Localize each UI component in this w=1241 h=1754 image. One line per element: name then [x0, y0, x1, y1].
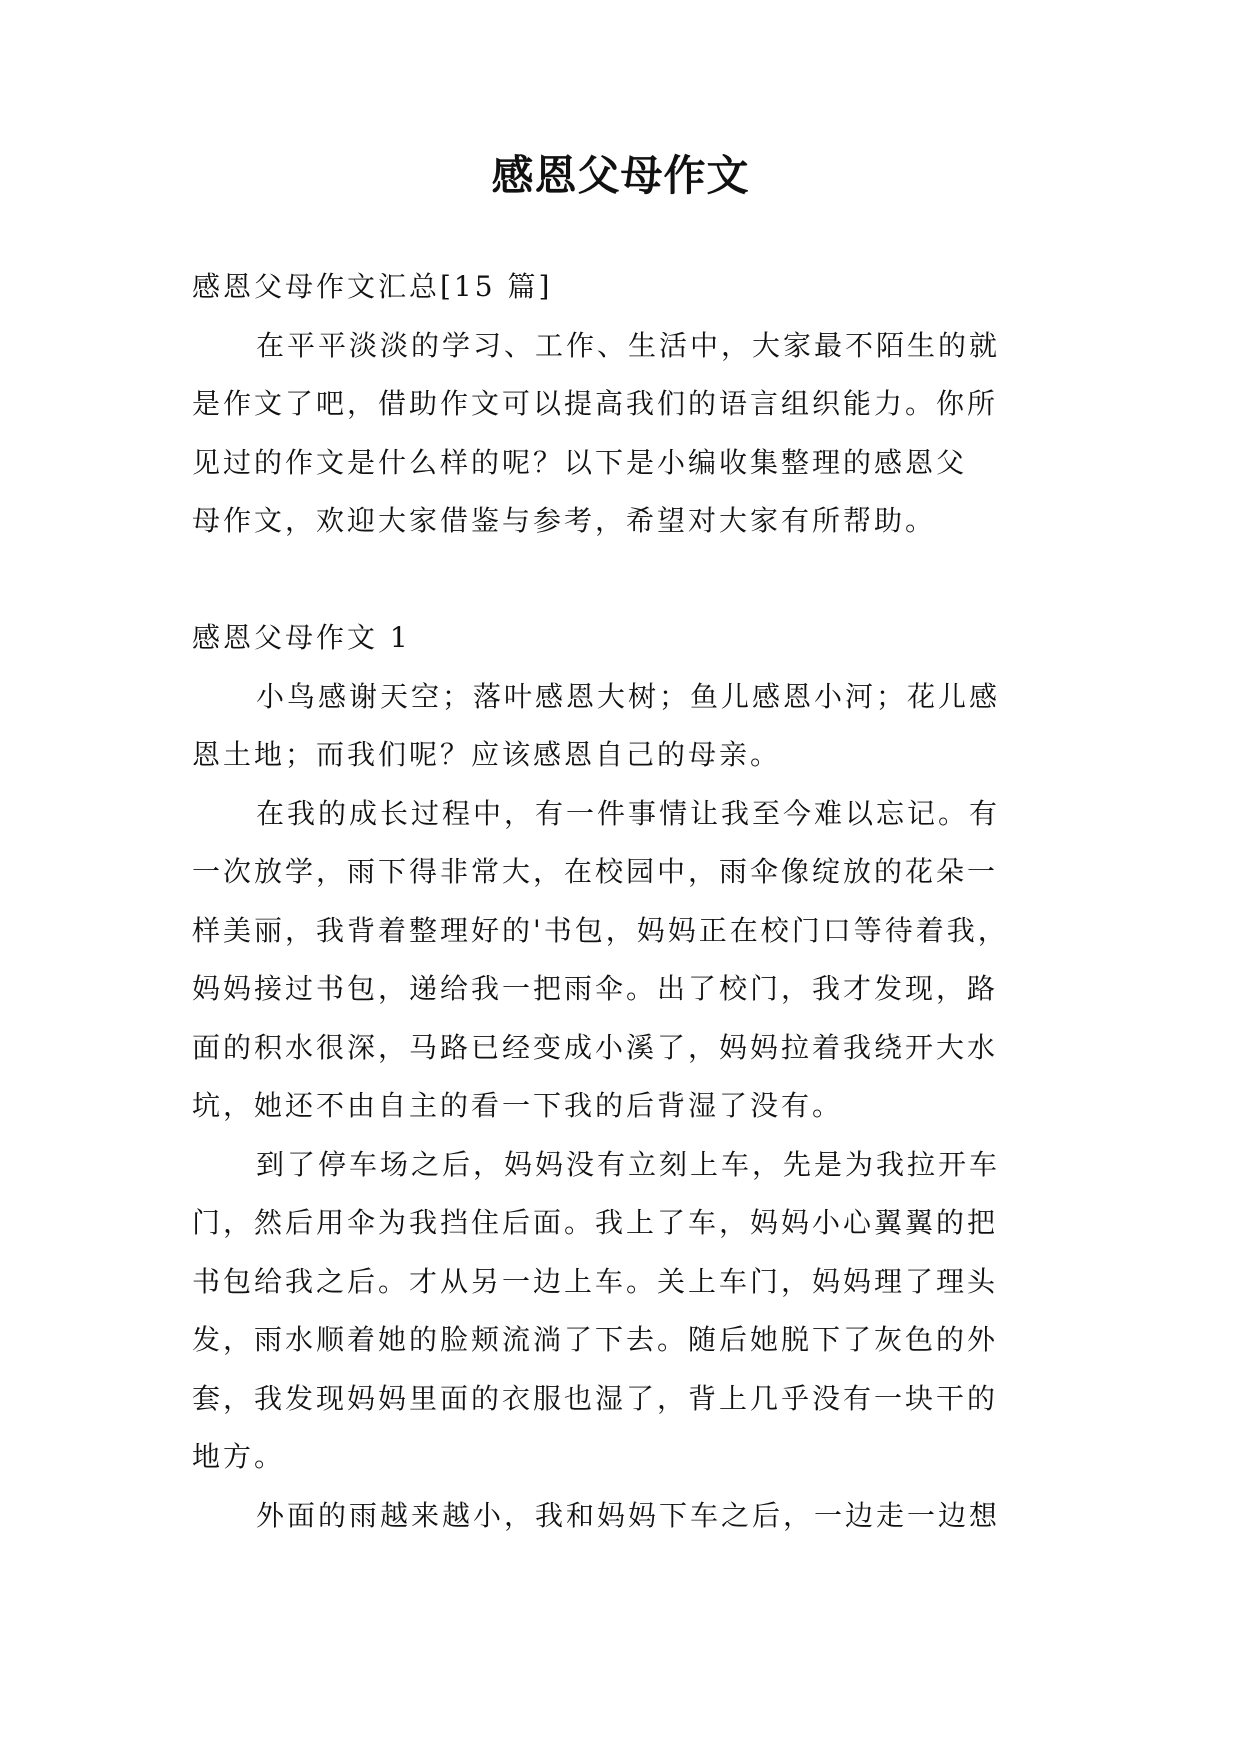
essay-line: 书包给我之后。才从另一边上车。关上车门，妈妈理了理头 [192, 1264, 999, 1298]
intro-line: 是作文了吧，借助作文可以提高我们的语言组织能力。你所 [192, 387, 999, 420]
essay-line: 样美丽，我背着整理好的'书包，妈妈正在校门口等待着我， [192, 913, 1009, 947]
section-heading: 感恩父母作文 1 [192, 621, 411, 654]
essay-line: 套，我发现妈妈里面的衣服也湿了，背上几乎没有一块干的 [192, 1381, 999, 1415]
essay-line: 恩土地；而我们呢？应该感恩自己的母亲。 [192, 738, 782, 771]
essay-line: 在我的成长过程中，有一件事情让我至今难以忘记。有 [256, 796, 1001, 830]
document-body [192, 258, 1062, 1545]
intro-line: 见过的作文是什么样的呢？以下是小编收集整理的感恩父 [192, 445, 968, 479]
paragraph-gap [192, 551, 1062, 610]
essay-line: 外面的雨越来越小，我和妈妈下车之后，一边走一边想 [256, 1498, 1001, 1532]
intro-line: 在平平淡淡的学习、工作、生活中，大家最不陌生的就 [256, 328, 1001, 362]
essay-line: 面的积水很深，马路已经变成小溪了，妈妈拉着我绕开大水 [192, 1030, 999, 1064]
essay-line: 妈妈接过书包，递给我一把雨伞。出了校门，我才发现，路 [192, 972, 999, 1005]
essay-line: 地方。 [192, 1440, 286, 1473]
essay-line: 小鸟感谢天空；落叶感恩大树；鱼儿感恩小河；花儿感 [256, 679, 1001, 713]
essay-line: 发，雨水顺着她的脸颊流淌了下去。随后她脱下了灰色的外 [192, 1323, 999, 1356]
document-title: 感恩父母作文 [491, 151, 750, 200]
essay-line: 门，然后用伞为我挡住后面。我上了车，妈妈小心翼翼的把 [192, 1206, 999, 1239]
essay-line: 坑，她还不由自主的看一下我的后背湿了没有。 [192, 1089, 844, 1122]
intro-line: 母作文，欢迎大家借鉴与参考，希望对大家有所帮助。 [192, 504, 937, 537]
essay-line: 一次放学，雨下得非常大，在校园中，雨伞像绽放的花朵一 [192, 855, 999, 888]
document-heading: 感恩父母作文汇总[15 篇] [192, 270, 553, 303]
essay-line: 到了停车场之后，妈妈没有立刻上车，先是为我拉开车 [256, 1147, 1001, 1181]
